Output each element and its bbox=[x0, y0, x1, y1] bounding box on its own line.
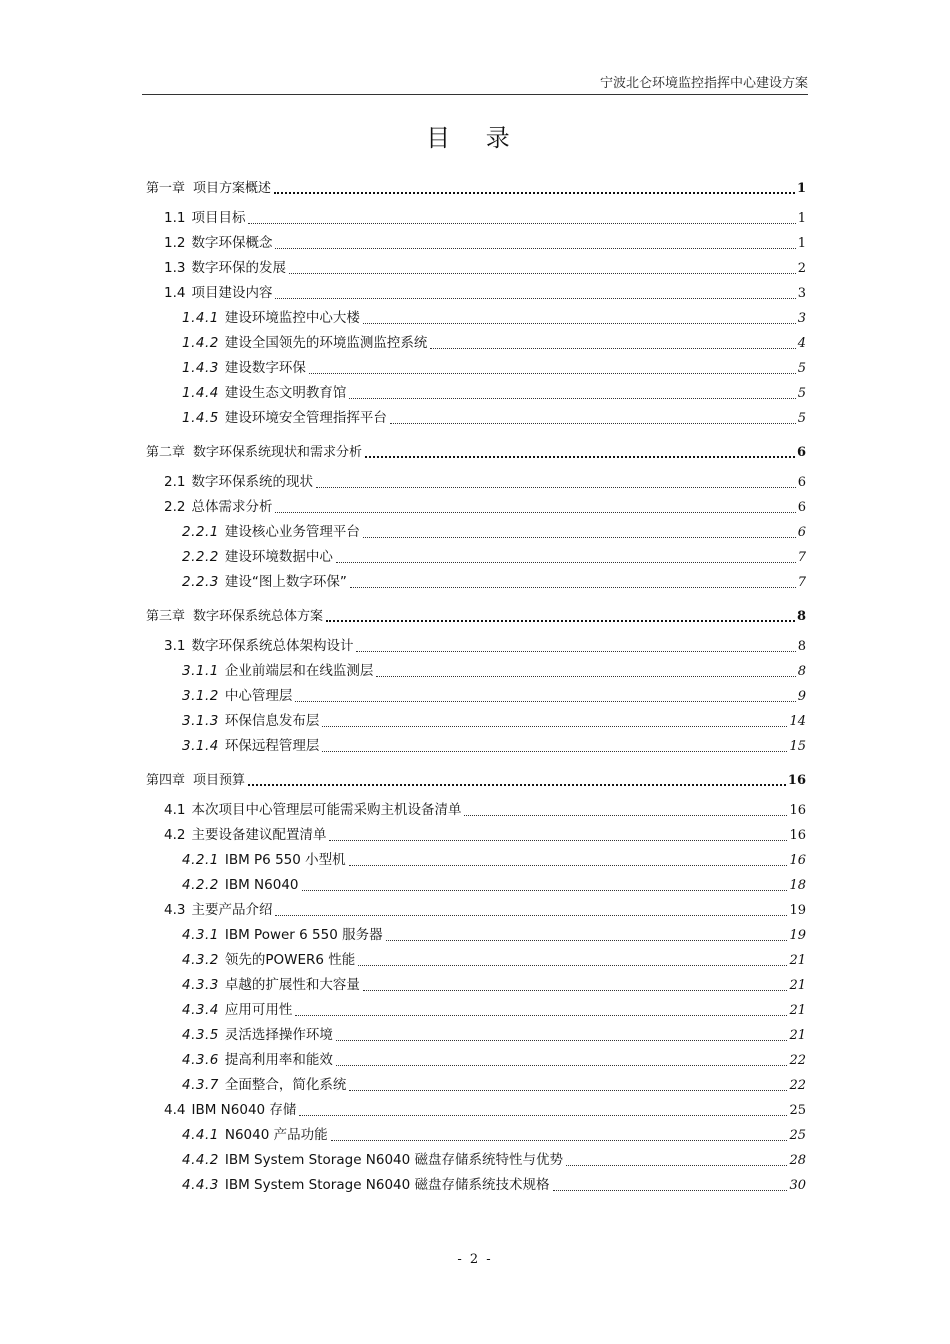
toc-entry-label bbox=[146, 604, 323, 629]
toc-entry[interactable] bbox=[146, 823, 806, 848]
toc-entry-text: 建设“图上数字环保” bbox=[224, 574, 347, 590]
toc-entry-label bbox=[182, 406, 387, 431]
toc-entry-text: IBM N6040 bbox=[224, 877, 299, 893]
toc-entry-page: 8 bbox=[797, 639, 806, 654]
toc-entry[interactable] bbox=[146, 1123, 806, 1148]
toc-dot-leader bbox=[336, 1065, 788, 1066]
toc-entry-label bbox=[182, 1023, 333, 1048]
toc-entry[interactable] bbox=[146, 923, 806, 948]
toc-entry[interactable] bbox=[146, 545, 806, 570]
toc-entry-text: 本次项目中心管理层可能需采购主机设备清单 bbox=[191, 802, 462, 818]
toc-entry-number: 3.1 bbox=[164, 638, 186, 654]
toc-entry-text: 数字环保系统总体方案 bbox=[193, 609, 324, 624]
toc-entry-number: 1.1 bbox=[164, 210, 186, 226]
toc-dot-leader bbox=[358, 965, 787, 966]
toc-entry-page: 6 bbox=[796, 445, 806, 460]
toc-entry-page: 5 bbox=[797, 361, 806, 376]
toc-entry-page: 1 bbox=[797, 236, 806, 251]
toc-entry[interactable] bbox=[146, 306, 806, 331]
toc-entry-text: 项目建设内容 bbox=[191, 285, 273, 301]
toc-entry-number: 4.3.2 bbox=[182, 952, 219, 968]
toc-entry[interactable] bbox=[146, 440, 806, 465]
toc-entry-text: 中心管理层 bbox=[224, 688, 293, 704]
toc-dot-leader bbox=[316, 487, 796, 488]
toc-entry-text: 建设全国领先的环境监测监控系统 bbox=[224, 335, 428, 351]
toc-entry-text: 应用可用性 bbox=[224, 1002, 293, 1018]
toc-entry-page: 19 bbox=[789, 928, 806, 943]
toc-entry[interactable] bbox=[146, 406, 806, 431]
toc-entry-text: 数字环保系统的现状 bbox=[191, 474, 313, 490]
toc-entry-number: 3.1.2 bbox=[182, 688, 219, 704]
toc-entry-number: 4.1 bbox=[164, 802, 186, 818]
toc-entry-page: 22 bbox=[789, 1078, 806, 1093]
toc-entry[interactable] bbox=[146, 973, 806, 998]
toc-entry-page: 6 bbox=[797, 475, 806, 490]
toc-entry-label bbox=[182, 306, 360, 331]
toc-entry-text: 建设环境监控中心大楼 bbox=[224, 310, 360, 326]
toc-entry-text: 全面整合，简化系统 bbox=[224, 1077, 347, 1093]
toc-entry-page: 16 bbox=[789, 828, 806, 843]
toc-dot-leader bbox=[295, 1015, 787, 1016]
toc-entry-label bbox=[182, 570, 347, 595]
toc-entry-label bbox=[182, 331, 427, 356]
toc-entry-page: 7 bbox=[797, 550, 806, 565]
toc-entry-number: 4.3.1 bbox=[182, 927, 219, 943]
toc-entry[interactable] bbox=[146, 798, 806, 823]
toc-entry-text: 数字环保系统总体架构设计 bbox=[191, 638, 354, 654]
toc-dot-leader bbox=[299, 1115, 787, 1116]
toc-entry-label bbox=[164, 798, 461, 823]
toc-entry[interactable] bbox=[146, 998, 806, 1023]
toc-entry-number: 第四章 bbox=[146, 773, 186, 788]
toc-entry-number: 4.4.2 bbox=[182, 1152, 219, 1168]
toc-entry[interactable] bbox=[146, 470, 806, 495]
toc-entry[interactable] bbox=[146, 734, 806, 759]
toc-dot-leader bbox=[386, 940, 788, 941]
toc-entry-label bbox=[146, 440, 362, 465]
toc-entry[interactable] bbox=[146, 709, 806, 734]
toc-entry-page: 21 bbox=[789, 1028, 806, 1043]
toc-entry-number: 4.4.1 bbox=[182, 1127, 219, 1143]
toc-dot-leader bbox=[430, 348, 795, 349]
toc-entry[interactable] bbox=[146, 948, 806, 973]
toc-dot-leader bbox=[566, 1165, 787, 1166]
toc-entry-label bbox=[182, 1148, 563, 1173]
toc-entry-text: 卓越的扩展性和大容量 bbox=[224, 977, 360, 993]
toc-entry-text: 建设数字环保 bbox=[224, 360, 306, 376]
toc-dot-leader bbox=[363, 990, 788, 991]
toc-dot-leader bbox=[349, 398, 795, 399]
toc-entry-number: 第三章 bbox=[146, 609, 186, 624]
toc-entry-label bbox=[164, 495, 272, 520]
toc-entry-page: 3 bbox=[797, 286, 806, 301]
toc-entry[interactable] bbox=[146, 898, 806, 923]
toc-entry-number: 2.2.2 bbox=[182, 549, 219, 565]
toc-entry-label bbox=[182, 973, 360, 998]
toc-entry-number: 2.2.3 bbox=[182, 574, 219, 590]
toc-entry-label bbox=[164, 206, 245, 231]
toc-dot-leader bbox=[275, 512, 795, 513]
toc-entry-page: 7 bbox=[797, 575, 806, 590]
toc-entry-page: 8 bbox=[796, 609, 806, 624]
toc-entry-label bbox=[182, 381, 346, 406]
toc-entry-page: 5 bbox=[797, 386, 806, 401]
toc-entry-number: 1.4.2 bbox=[182, 335, 219, 351]
toc-dot-leader bbox=[363, 323, 796, 324]
toc-entry-page: 16 bbox=[789, 853, 806, 868]
toc-dot-leader bbox=[331, 1140, 788, 1141]
toc-entry-label bbox=[164, 898, 272, 923]
toc-entry[interactable] bbox=[146, 206, 806, 231]
toc-entry-number: 1.3 bbox=[164, 260, 186, 276]
toc-entry[interactable] bbox=[146, 381, 806, 406]
toc-entry-page: 16 bbox=[789, 803, 806, 818]
toc-entry-number: 4.4 bbox=[164, 1102, 186, 1118]
toc-dot-leader bbox=[275, 298, 795, 299]
toc-entry-text: 建设环境数据中心 bbox=[224, 549, 333, 565]
toc-entry-text: 建设环境安全管理指挥平台 bbox=[224, 410, 387, 426]
toc-entry-text: IBM Power 6 550 服务器 bbox=[224, 927, 383, 943]
toc-entry-number: 1.4 bbox=[164, 285, 186, 301]
toc-entry[interactable] bbox=[146, 768, 806, 793]
toc-entry-page: 15 bbox=[789, 739, 806, 754]
toc-entry[interactable] bbox=[146, 604, 806, 629]
toc-entry-label bbox=[164, 231, 272, 256]
table-of-contents bbox=[146, 176, 806, 1198]
toc-entry-text: 数字环保概念 bbox=[191, 235, 273, 251]
toc-dot-leader bbox=[553, 1190, 788, 1191]
toc-entry-page: 19 bbox=[789, 903, 806, 918]
toc-entry-label bbox=[164, 1098, 296, 1123]
page-number: - 2 - bbox=[457, 1252, 493, 1267]
toc-entry[interactable] bbox=[146, 331, 806, 356]
toc-entry-page: 21 bbox=[789, 953, 806, 968]
toc-entry-number: 4.3 bbox=[164, 902, 186, 918]
toc-entry-label bbox=[146, 176, 271, 201]
toc-entry-label bbox=[164, 470, 313, 495]
toc-entry[interactable] bbox=[146, 659, 806, 684]
toc-dot-leader bbox=[326, 620, 795, 622]
toc-entry-page: 1 bbox=[796, 181, 806, 196]
toc-entry-label bbox=[182, 659, 373, 684]
toc-dot-leader bbox=[275, 248, 795, 249]
toc-entry-page: 1 bbox=[797, 211, 806, 226]
toc-entry-page: 25 bbox=[789, 1128, 806, 1143]
toc-dot-leader bbox=[363, 537, 796, 538]
toc-entry[interactable] bbox=[146, 1048, 806, 1073]
toc-entry[interactable] bbox=[146, 684, 806, 709]
toc-entry-number: 4.2.1 bbox=[182, 852, 219, 868]
toc-entry-page: 16 bbox=[787, 773, 806, 788]
toc-entry[interactable] bbox=[146, 848, 806, 873]
toc-entry-number: 2.2.1 bbox=[182, 524, 219, 540]
toc-entry-page: 5 bbox=[797, 411, 806, 426]
toc-dot-leader bbox=[329, 840, 787, 841]
toc-entry-label bbox=[182, 998, 292, 1023]
toc-dot-leader bbox=[336, 562, 796, 563]
toc-entry-text: 数字环保的发展 bbox=[191, 260, 286, 276]
toc-dot-leader bbox=[356, 651, 795, 652]
toc-entry-label bbox=[182, 1123, 328, 1148]
toc-entry-text: 主要产品介绍 bbox=[191, 902, 273, 918]
toc-entry-page: 3 bbox=[797, 311, 806, 326]
toc-entry[interactable] bbox=[146, 570, 806, 595]
toc-entry-text: 建设生态文明教育馆 bbox=[224, 385, 347, 401]
toc-entry-label bbox=[164, 634, 353, 659]
toc-entry-page: 9 bbox=[797, 689, 806, 704]
toc-entry-number: 第一章 bbox=[146, 181, 186, 196]
toc-entry-number: 4.4.3 bbox=[182, 1177, 219, 1193]
toc-entry-text: 环保信息发布层 bbox=[224, 713, 320, 729]
toc-dot-leader bbox=[302, 890, 788, 891]
toc-entry-text: 项目预算 bbox=[193, 773, 246, 788]
toc-entry-text: IBM System Storage N6040 磁盘存储系统特性与优势 bbox=[224, 1152, 564, 1168]
toc-entry-label bbox=[182, 684, 292, 709]
toc-entry-number: 4.3.3 bbox=[182, 977, 219, 993]
toc-entry-label bbox=[182, 948, 355, 973]
toc-entry-page: 2 bbox=[797, 261, 806, 276]
toc-dot-leader bbox=[295, 701, 795, 702]
toc-entry-number: 1.4.1 bbox=[182, 310, 219, 326]
toc-entry-label bbox=[182, 545, 333, 570]
toc-entry-label bbox=[182, 1048, 333, 1073]
toc-entry-page: 18 bbox=[789, 878, 806, 893]
toc-entry-number: 3.1.3 bbox=[182, 713, 219, 729]
toc-dot-leader bbox=[349, 1090, 787, 1091]
toc-entry-number: 4.2 bbox=[164, 827, 186, 843]
toc-entry[interactable] bbox=[146, 1023, 806, 1048]
toc-entry-text: IBM P6 550 小型机 bbox=[224, 852, 346, 868]
toc-entry-text: 项目目标 bbox=[191, 210, 246, 226]
toc-entry-text: N6040 产品功能 bbox=[224, 1127, 328, 1143]
toc-entry-label bbox=[146, 768, 245, 793]
toc-entry-label bbox=[182, 520, 360, 545]
toc-entry[interactable] bbox=[146, 256, 806, 281]
toc-dot-leader bbox=[248, 784, 786, 786]
toc-entry-text: 灵活选择操作环境 bbox=[224, 1027, 333, 1043]
toc-entry-text: IBM System Storage N6040 磁盘存储系统技术规格 bbox=[224, 1177, 550, 1193]
toc-entry[interactable] bbox=[146, 281, 806, 306]
toc-entry-text: 建设核心业务管理平台 bbox=[224, 524, 360, 540]
toc-entry-page: 22 bbox=[789, 1053, 806, 1068]
toc-entry-page: 6 bbox=[797, 525, 806, 540]
toc-entry-number: 第二章 bbox=[146, 445, 186, 460]
toc-entry-text: 提高利用率和能效 bbox=[224, 1052, 333, 1068]
toc-entry-number: 1.4.4 bbox=[182, 385, 219, 401]
toc-entry[interactable] bbox=[146, 1173, 806, 1198]
toc-entry-text: 数字环保系统现状和需求分析 bbox=[193, 445, 363, 460]
toc-dot-leader bbox=[274, 192, 795, 194]
toc-entry[interactable] bbox=[146, 873, 806, 898]
toc-entry-label bbox=[182, 1073, 346, 1098]
toc-entry[interactable] bbox=[146, 495, 806, 520]
toc-dot-leader bbox=[309, 373, 796, 374]
toc-entry-page: 14 bbox=[789, 714, 806, 729]
toc-dot-leader bbox=[350, 587, 796, 588]
toc-entry-label bbox=[182, 923, 383, 948]
toc-entry-number: 1.2 bbox=[164, 235, 186, 251]
toc-dot-leader bbox=[322, 726, 787, 727]
toc-entry[interactable] bbox=[146, 1148, 806, 1173]
toc-dot-leader bbox=[349, 865, 788, 866]
toc-entry-page: 21 bbox=[789, 978, 806, 993]
toc-dot-leader bbox=[322, 751, 787, 752]
toc-title: 目 录 bbox=[426, 124, 524, 152]
toc-entry-label bbox=[182, 848, 346, 873]
toc-entry-page: 4 bbox=[797, 336, 806, 351]
toc-entry-number: 4.3.7 bbox=[182, 1077, 219, 1093]
toc-entry[interactable] bbox=[146, 520, 806, 545]
toc-entry-label bbox=[164, 823, 326, 848]
toc-entry-label bbox=[182, 873, 299, 898]
toc-dot-leader bbox=[464, 815, 787, 816]
toc-entry-number: 1.4.3 bbox=[182, 360, 219, 376]
toc-entry-label bbox=[182, 356, 306, 381]
toc-entry-page: 8 bbox=[797, 664, 806, 679]
toc-entry-number: 4.3.6 bbox=[182, 1052, 219, 1068]
toc-entry[interactable] bbox=[146, 356, 806, 381]
toc-entry-number: 2.1 bbox=[164, 474, 186, 490]
toc-entry-page: 21 bbox=[789, 1003, 806, 1018]
toc-entry-page: 30 bbox=[789, 1178, 806, 1193]
toc-entry-text: 环保远程管理层 bbox=[224, 738, 320, 754]
toc-entry-text: 主要设备建议配置清单 bbox=[191, 827, 327, 843]
toc-entry[interactable] bbox=[146, 231, 806, 256]
header-rule bbox=[142, 94, 808, 95]
toc-entry[interactable] bbox=[146, 176, 806, 201]
toc-entry-text: 总体需求分析 bbox=[191, 499, 273, 515]
toc-entry-number: 2.2 bbox=[164, 499, 186, 515]
toc-entry-text: 领先的POWER6 性能 bbox=[224, 952, 356, 968]
toc-entry-number: 4.3.4 bbox=[182, 1002, 219, 1018]
toc-dot-leader bbox=[365, 456, 795, 458]
toc-entry-label bbox=[164, 281, 272, 306]
toc-entry-text: IBM N6040 存储 bbox=[191, 1102, 297, 1118]
toc-dot-leader bbox=[376, 676, 795, 677]
toc-dot-leader bbox=[336, 1040, 788, 1041]
toc-entry-label bbox=[182, 709, 319, 734]
toc-dot-leader bbox=[248, 223, 795, 224]
toc-entry-text: 项目方案概述 bbox=[193, 181, 272, 196]
toc-entry-page: 6 bbox=[797, 500, 806, 515]
toc-entry[interactable] bbox=[146, 1073, 806, 1098]
toc-dot-leader bbox=[275, 915, 787, 916]
toc-entry-page: 25 bbox=[789, 1103, 806, 1118]
toc-entry-label bbox=[164, 256, 286, 281]
toc-dot-leader bbox=[390, 423, 796, 424]
toc-entry[interactable] bbox=[146, 634, 806, 659]
toc-entry-page: 28 bbox=[789, 1153, 806, 1168]
toc-entry[interactable] bbox=[146, 1098, 806, 1123]
toc-entry-label bbox=[182, 734, 319, 759]
toc-entry-text: 企业前端层和在线监测层 bbox=[224, 663, 374, 679]
toc-entry-label bbox=[182, 1173, 550, 1198]
toc-entry-number: 4.2.2 bbox=[182, 877, 219, 893]
toc-entry-number: 3.1.4 bbox=[182, 738, 219, 754]
toc-entry-number: 3.1.1 bbox=[182, 663, 219, 679]
toc-dot-leader bbox=[289, 273, 796, 274]
running-header: 宁波北仑环境监控指挥中心建设方案 bbox=[599, 76, 808, 91]
toc-entry-number: 4.3.5 bbox=[182, 1027, 219, 1043]
toc-entry-number: 1.4.5 bbox=[182, 410, 219, 426]
